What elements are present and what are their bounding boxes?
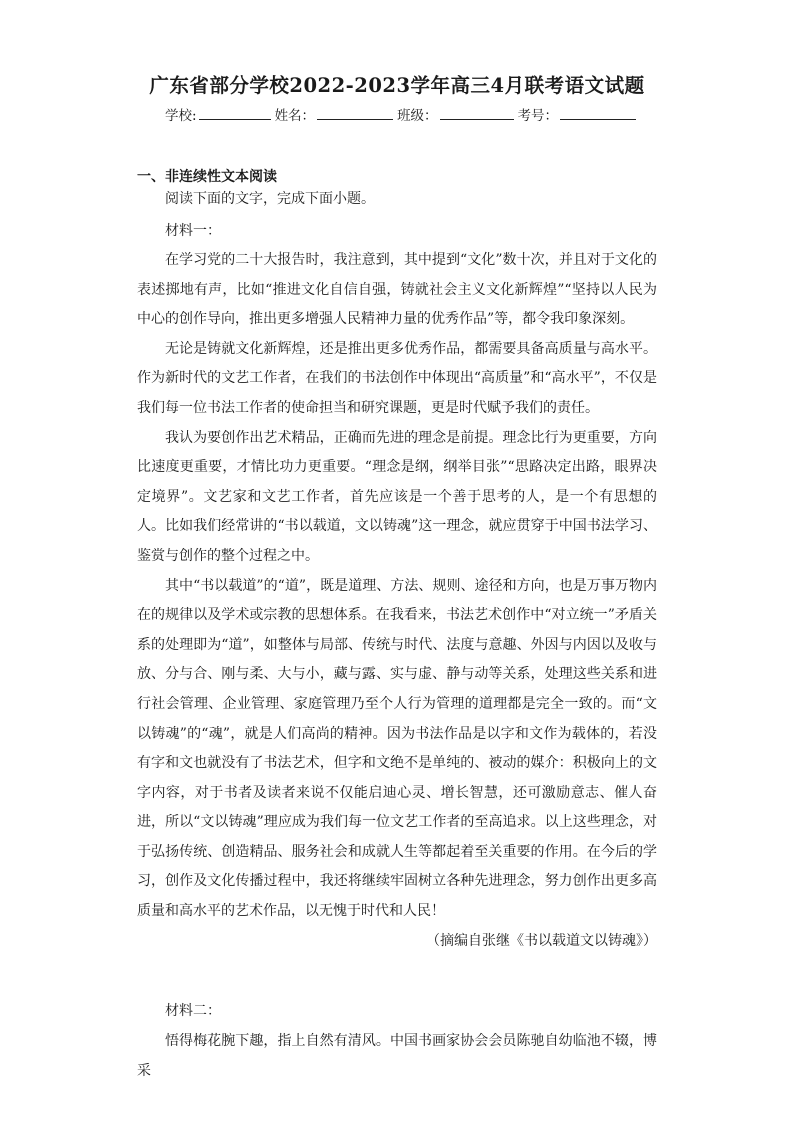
material1-label-block xyxy=(137,217,657,247)
material1-paragraph-4: 其中“书以载道”的“道”，既是道理、方法、规则、途径和方向，也是万事万物内在的规律以及学术或宗教的思想体系。在我看来，书法艺术创作中“对立统一”矛盾关系的处理即为“道”，如整体与局部、传统与时代、法度与意趣、外因与内因以及收与放、分与合、刚与柔、大与小，藏与露、实与虚、静与动等关系，处理这些关系和进行社会管理、企业管理、家庭管理乃至个人行为管理的道理都是完全一致的。而“文以铸魂”的“魂”，就是人们高尚的精神。因为书法作品是以字和文作为载体的，若没有字和文也就没有了书法艺术，但字和文绝不是单纯的、被动的媒介：积极向上的文字内容，对于书者及读者来说不仅能启迪心灵、增长智慧，还可激励意志、催人奋进，所以“文以铸魂”理应成为我们每一位文艺工作者的至高追求。以上这些理念，对于弘扬传统、创造精品、服务社会和成就人生等都起着至关重要的作用。在今后的学习，创作及文化传播过程中，我还将继续牢固树立各种先进理念，努力创作出更多高质量和高水平的艺术作品，以无愧于时代和人民！ xyxy=(137,577,657,920)
instruction-block xyxy=(137,185,657,215)
material2-label-block xyxy=(137,997,657,1027)
name-blank[interactable] xyxy=(317,105,393,120)
material1-paragraph-2: 无论是铸就文化新辉煌，还是推出更多优秀作品，都需要具备高质量与高水平。作为新时代的文艺工作者，在我们的书法创作中体现出“高质量”和“高水平”，不仅是我们每一位书法工作者的使命担当和研究课题，更是时代赋予我们的责任。 xyxy=(137,340,657,416)
exam-number-blank[interactable] xyxy=(560,105,636,120)
material1-source: （摘编自张继《书以载道文以铸魂》） xyxy=(426,932,657,949)
material1-label: 材料一： xyxy=(165,223,221,239)
section-heading: 一、非连续性文本阅读 xyxy=(137,169,277,185)
material1-paragraph-3: 我认为要创作出艺术精品，正确而先进的理念是前提。理念比行为更重要，方向比速度更重要，才情比功力更重要。“理念是纲，纲举目张”“思路决定出路，眼界决定境界”。文艺家和文艺工作者，首先应该是一个善于思考的人，是一个有思想的人。比如我们经常讲的“书以载道，文以铸魂”这一理念，就应贯穿于中国书法学习、鉴赏与创作的整个过程之中。 xyxy=(137,429,657,564)
student-info-line xyxy=(165,104,640,124)
class-blank[interactable] xyxy=(440,105,514,120)
name-label: 姓名： xyxy=(274,108,316,124)
exam-title: 广东省部分学校2022-2023学年高三4月联考语文试题 xyxy=(149,74,645,97)
exam-number-label: 考号： xyxy=(517,108,559,124)
class-label: 班级： xyxy=(397,108,438,124)
school-blank[interactable] xyxy=(199,105,271,120)
material1-paragraph-1: 在学习党的二十大报告时，我注意到，其中提到“文化”数十次，并且对于文化的表述掷地有声，比如“推进文化自信自强，铸就社会主义文化新辉煌”“坚持以人民为中心的创作导向，推出更多增强人民精神力量的优秀作品”等，都令我印象深刻。 xyxy=(137,252,657,328)
school-label: 学校: xyxy=(165,108,197,124)
material1-body xyxy=(137,246,657,956)
material2-body xyxy=(137,1027,657,1086)
material2-paragraph-1: 悟得梅花腕下趣，指上自然有清风。中国书画家协会会员陈驰自幼临池不辍，博采 xyxy=(137,1033,657,1079)
instruction-text: 阅读下面的文字，完成下面小题。 xyxy=(165,191,375,207)
material2-label: 材料二： xyxy=(165,1003,221,1019)
